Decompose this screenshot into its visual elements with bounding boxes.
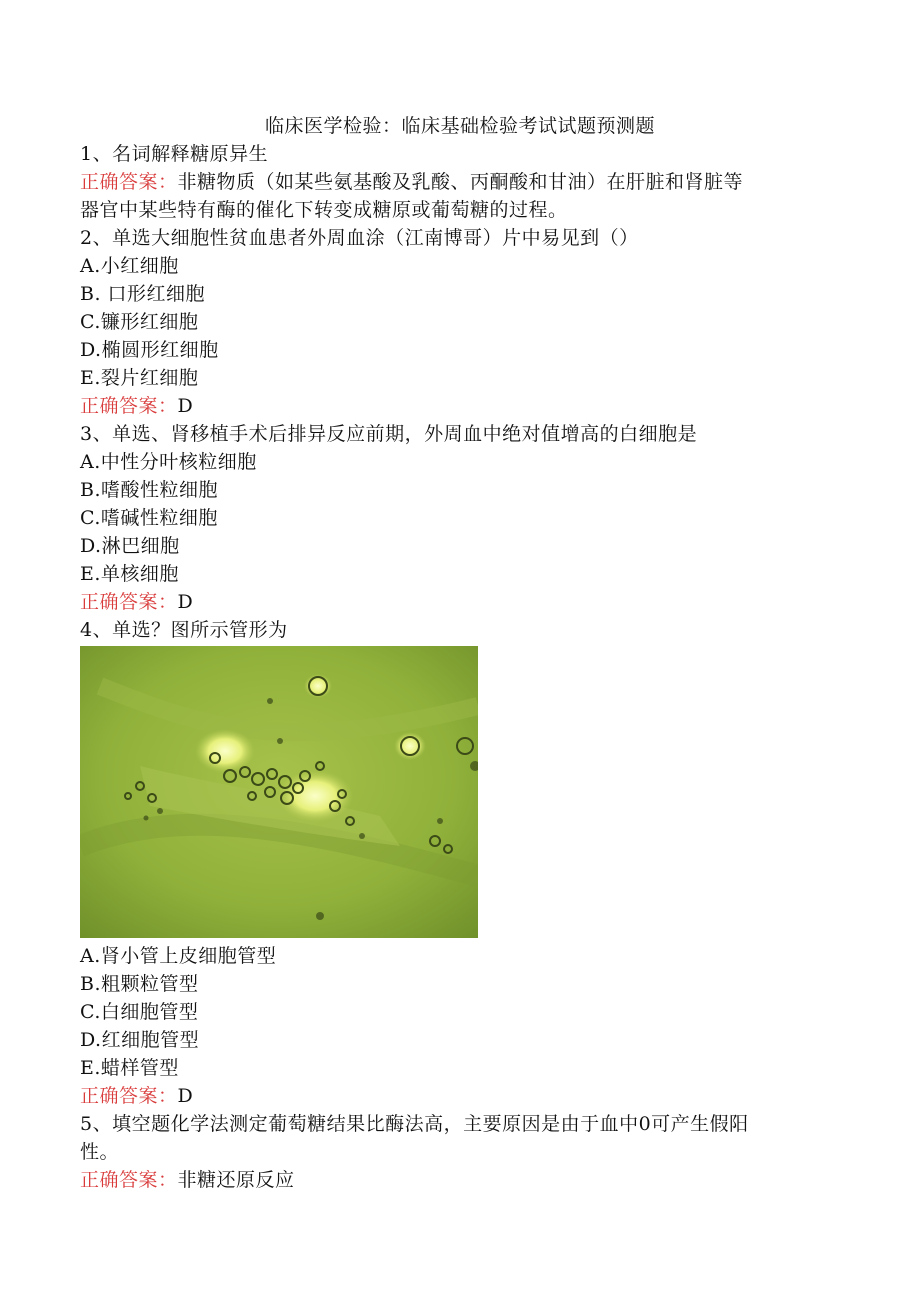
q4-stem: 4、单选？图所示管形为 <box>80 619 288 641</box>
q3-option-e: E.单核细胞 <box>80 563 179 585</box>
q4-option-a: A.肾小管上皮细胞管型 <box>80 945 277 967</box>
q4-answer <box>80 1082 840 1110</box>
document-title: 临床医学检验：临床基础检验考试试题预测题 <box>264 115 655 137</box>
q3-option-c: C.嗜碱性粒细胞 <box>80 507 218 529</box>
q2-stem: 2、单选大细胞性贫血患者外周血涂（江南博哥）片中易见到（） <box>80 227 639 249</box>
q4-option-d: D.红细胞管型 <box>80 1029 200 1051</box>
q5-answer <box>80 1166 840 1194</box>
q4-option-e: E.蜡样管型 <box>80 1057 179 1079</box>
document-page <box>80 112 840 1194</box>
q1-stem: 1、名词解释糖原异生 <box>80 143 269 165</box>
answer-label: 正确答案： <box>80 395 178 417</box>
q2-option-d: D.椭圆形红细胞 <box>80 339 219 361</box>
q2-option-b: B. 口形红细胞 <box>80 283 206 305</box>
q4-option-c: C.白细胞管型 <box>80 1001 199 1023</box>
answer-label: 正确答案： <box>80 171 178 193</box>
q1-answer-text-1: 非糖物质（如某些氨基酸及乳酸、丙酮酸和甘油）在肝脏和肾脏等 <box>177 171 744 193</box>
answer-label: 正确答案： <box>80 1169 178 1191</box>
q2-option-e: E.裂片红细胞 <box>80 367 199 389</box>
q1-answer-text-2: 器官中某些特有酶的催化下转变成糖原或葡萄糖的过程。 <box>80 199 568 221</box>
q5-stem: 5、填空题化学法测定葡萄糖结果比酶法高，主要原因是由于血中0可产生假阳 <box>80 1113 749 1135</box>
q4-option-b: B.粗颗粒管型 <box>80 973 199 995</box>
q3-option-a: A.中性分叶核粒细胞 <box>80 451 257 473</box>
q3-stem: 3、单选、肾移植手术后排异反应前期，外周血中绝对值增高的白细胞是 <box>80 423 698 445</box>
answer-label: 正确答案： <box>80 1085 178 1107</box>
q5-stem-continued: 性。 <box>80 1141 120 1163</box>
q3-option-d: D.淋巴细胞 <box>80 535 180 557</box>
q2-answer-value: D <box>177 395 194 417</box>
microscope-image <box>80 646 478 938</box>
q4-answer-value: D <box>177 1085 194 1107</box>
q2-option-c: C.镰形红细胞 <box>80 311 199 333</box>
q3-answer-value: D <box>177 591 194 613</box>
q1-answer <box>80 168 840 196</box>
q3-option-b: B.嗜酸性粒细胞 <box>80 479 219 501</box>
q3-answer <box>80 588 840 616</box>
q2-option-a: A.小红细胞 <box>80 255 179 277</box>
q2-answer <box>80 392 840 420</box>
q5-answer-value: 非糖还原反应 <box>177 1169 295 1191</box>
answer-label: 正确答案： <box>80 591 178 613</box>
